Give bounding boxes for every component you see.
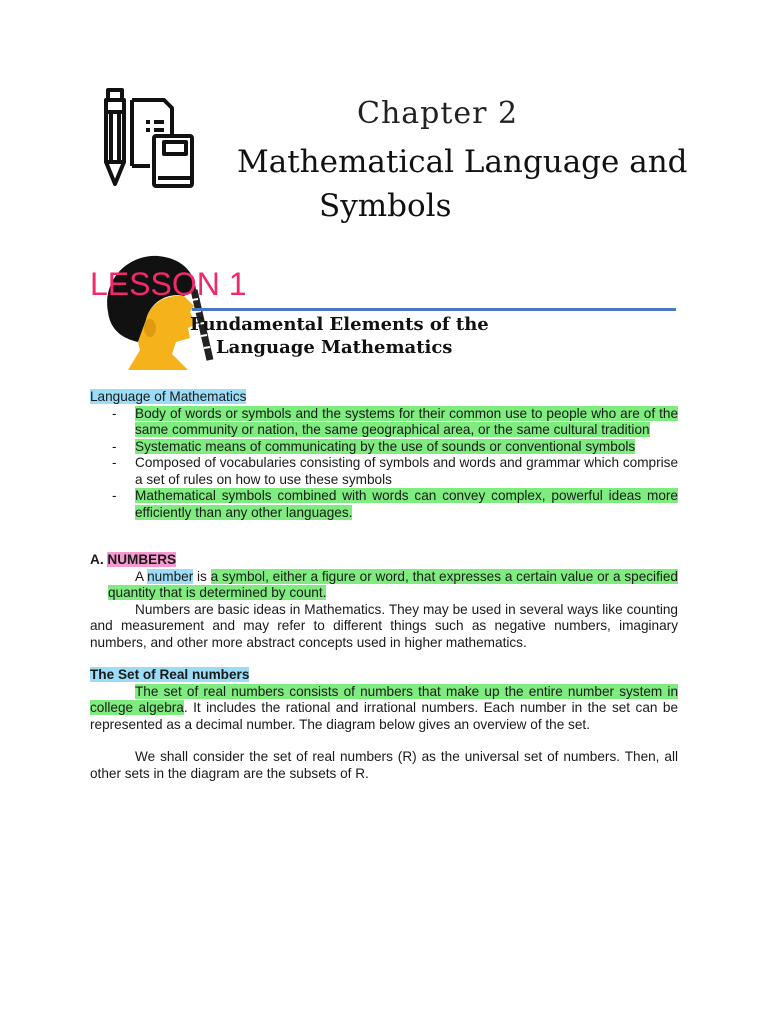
language-bullets — [90, 406, 678, 522]
pencil-book-icon — [92, 88, 198, 194]
numbers-heading: A. NUMBERS — [90, 552, 177, 567]
chapter-title-line1: Mathematical Language and — [237, 144, 688, 180]
numbers-paragraph: Numbers are basic ideas in Mathematics. They may be used in several ways like counting and measurement and may refer to different things such as negative numbers, imaginary numbers, and other more abstract concepts used in higher mathematics. — [90, 601, 678, 650]
language-section — [90, 389, 678, 521]
list-item: - Systematic means of communicating by the use of sounds or conventional symbols — [112, 438, 636, 454]
lesson-label: LESSON 1 — [90, 266, 247, 302]
universal-set-paragraph: We shall consider the set of real numbers (R) as the universal set of numbers. Then, all other sets in the diagram are the subsets of R. — [90, 749, 678, 781]
real-numbers-paragraph: The set of real numbers consists of numbers that make up the entire number system in college algebra. It includes the rational and irrational numbers. Each number in the set can be represented as a decimal number. The diagram below gives an overview of the set. — [90, 683, 679, 732]
chapter-title-line2: Symbols — [319, 188, 452, 224]
chapter-number: Chapter 2 — [357, 96, 519, 131]
real-numbers-heading: The Set of Real numbers — [90, 667, 250, 682]
number-definition: A number is a symbol, either a figure or word, that expresses a certain value or a specified quantity that is determined by count. — [108, 568, 678, 600]
language-heading: Language of Mathematics — [90, 389, 247, 404]
lesson-title — [190, 313, 670, 359]
lesson-title-line1: Fundamental Elements of the — [190, 314, 489, 335]
list-item: - Body of words or symbols and the systems for their common use to people who are of the same community or nation, the same geographical area, or the same cultural tradition — [112, 405, 678, 437]
numbers-section — [90, 552, 678, 651]
lesson-title-line2: Language Mathematics — [216, 337, 453, 358]
lesson-rule — [192, 308, 676, 311]
list-item: - Composed of vocabularies consisting of symbols and words and grammar which comprise a set of rules on how to use these symbols — [112, 455, 678, 487]
real-numbers-section — [90, 667, 678, 782]
chapter-title — [237, 140, 697, 228]
list-item: - Mathematical symbols combined with words can convey complex, powerful ideas more efficiently than any other languages. — [112, 488, 678, 520]
